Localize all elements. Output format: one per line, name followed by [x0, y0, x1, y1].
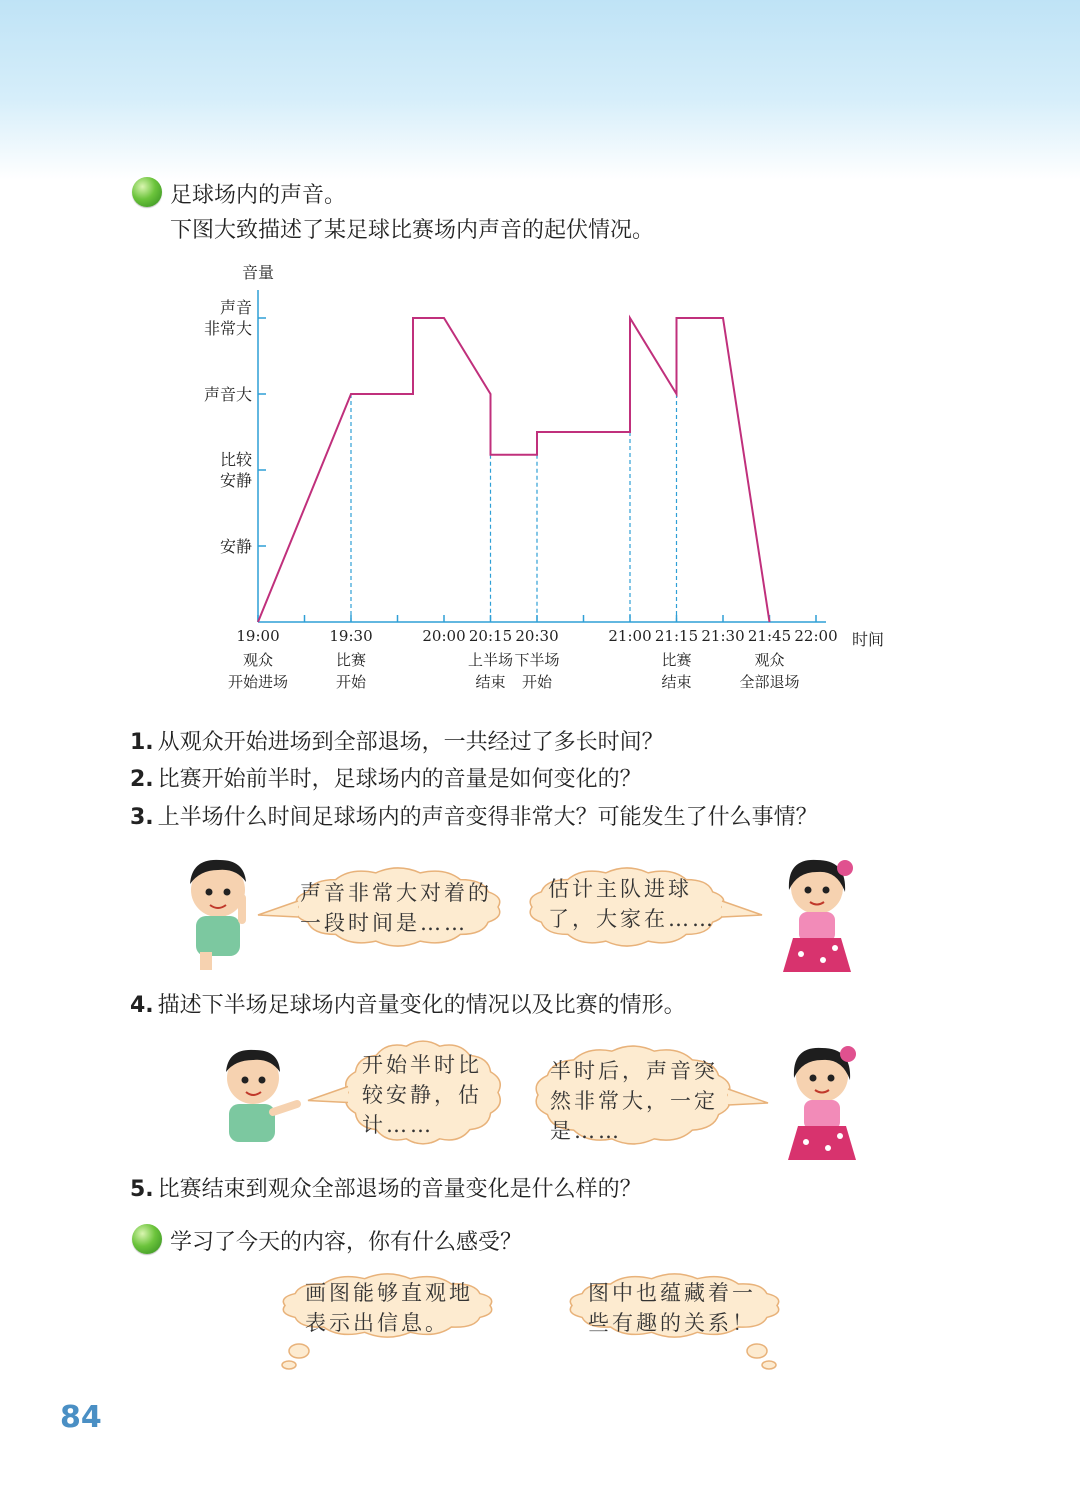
x-annotation: 比赛 结束	[661, 651, 692, 691]
question-2: 2. 比赛开始前半时，足球场内的音量是如何变化的？	[130, 767, 642, 792]
x-tick-label: 22:00	[794, 627, 838, 645]
x-axis-label: 时间	[852, 630, 885, 649]
bubble-text-2: 估计主队进球 了，大家在……	[548, 877, 716, 931]
bubble-text-3: 开始半时比 较安静，估 计……	[362, 1053, 482, 1137]
x-annotation: 上半场 结束	[467, 651, 514, 691]
question-5: 5. 比赛结束到观众全部退场的音量变化是什么样的？	[130, 1177, 642, 1202]
x-annotation: 下半场 开始	[514, 651, 560, 691]
boy-character-2	[205, 1042, 305, 1152]
x-tick-label: 21:15	[654, 627, 699, 645]
y-tick-label: 安静	[219, 536, 252, 556]
y-tick-label: 比较 安静	[219, 450, 252, 490]
x-annotation: 观众 开始进场	[227, 651, 289, 691]
girl-character-1	[765, 850, 865, 980]
x-annotation: 比赛 开始	[335, 651, 367, 691]
x-tick-label: 21:30	[701, 627, 745, 645]
thought-text-1: 画图能够直观地 表示出信息。	[305, 1281, 473, 1335]
x-tick-label: 21:45	[747, 627, 792, 645]
page-number: 84	[60, 1400, 102, 1435]
chart-canvas	[0, 0, 1080, 720]
y-axis-label: 音量	[242, 263, 275, 282]
thought-text-2: 图中也蕴藏着一 些有趣的关系！	[588, 1281, 756, 1335]
section-title: 足球场内的声音。	[170, 183, 347, 208]
x-annotation: 观众 全部退场	[739, 651, 800, 691]
section2-title: 学习了今天的内容，你有什么感受？	[170, 1230, 523, 1255]
x-tick-label: 20:30	[515, 627, 559, 645]
question-3: 3. 上半场什么时间足球场内的声音变得非常大？可能发生了什么事情？	[130, 805, 818, 830]
bubble-text-4: 半时后，声音突 然非常大，一定 是……	[550, 1059, 718, 1143]
bubble-text-1: 声音非常大对着的 一段时间是……	[300, 881, 492, 935]
y-tick-label: 声音大	[203, 384, 252, 404]
y-tick-label: 声音 非常大	[203, 298, 252, 338]
section-description: 下图大致描述了某足球比赛场内声音的起伏情况。	[170, 218, 655, 243]
x-tick-label: 19:30	[329, 627, 373, 645]
x-tick-label: 20:15	[468, 627, 513, 645]
green-bullet-icon	[132, 1224, 162, 1254]
x-tick-label: 21:00	[608, 627, 652, 645]
sound-level-line	[258, 318, 770, 622]
x-tick-label: 19:00	[236, 627, 280, 645]
question-1: 1. 从观众开始进场到全部退场，一共经过了多长时间？	[130, 730, 664, 755]
x-tick-label: 20:00	[422, 627, 466, 645]
girl-character-2	[772, 1038, 867, 1168]
question-4: 4. 描述下半场足球场内音量变化的情况以及比赛的情形。	[130, 993, 686, 1018]
boy-character-1	[178, 852, 263, 972]
